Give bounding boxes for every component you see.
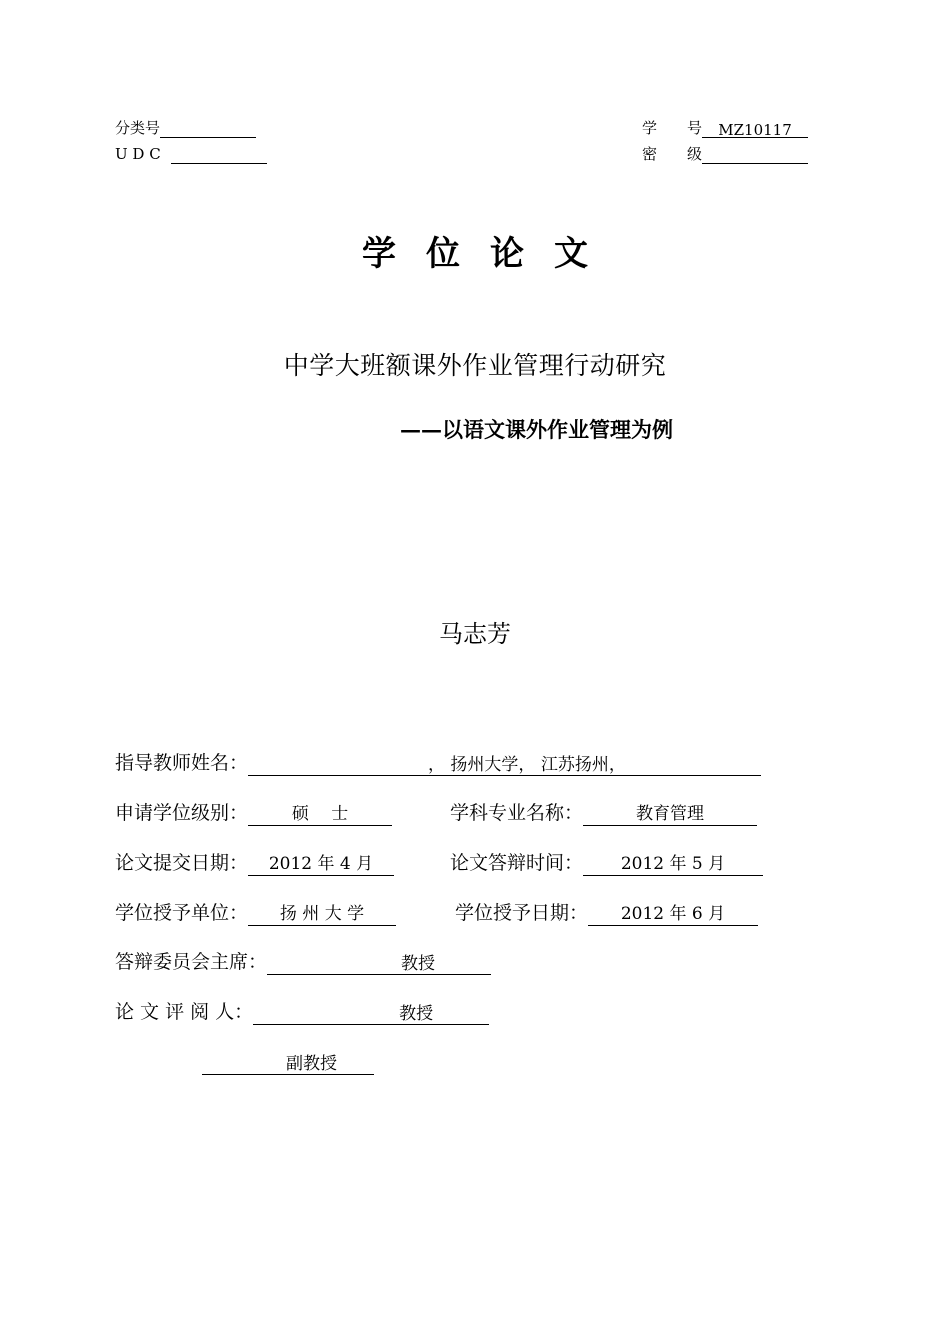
advisor-row — [115, 750, 761, 776]
thesis-subtitle: ——以语文课外作业管理为例 — [400, 417, 673, 442]
reviewer2-field: 副教授 — [202, 1051, 374, 1075]
grant-unit-field: 扬 州 大 学 — [248, 901, 396, 926]
submit-date-field: 2012 年 4 月 — [248, 851, 394, 876]
degree-level-field: 硕 士 — [248, 801, 392, 826]
document-type-title: 学位论文 — [362, 234, 618, 274]
author-name: 马志芳 — [439, 620, 511, 648]
reviewer1-field: 教授 — [253, 1001, 489, 1025]
secrecy-label: 密 级 — [642, 145, 703, 163]
student-id-row — [642, 118, 808, 138]
advisor-field: ， 扬州大学， 江苏扬州， — [248, 752, 761, 776]
reviewer2-row — [202, 1049, 374, 1075]
secrecy-row — [642, 144, 808, 164]
committee-chair-label: 答辩委员会主席： — [115, 951, 268, 973]
major-label: 学科专业名称： — [450, 802, 584, 824]
defense-date-field: 2012 年 5 月 — [583, 851, 763, 876]
grant-unit-label: 学位授予单位： — [115, 902, 249, 924]
udc-row — [115, 144, 267, 164]
grant-date-label: 学位授予日期： — [455, 902, 589, 924]
secrecy-field — [702, 146, 808, 164]
reviewers-label: 论 文 评 阅 人： — [115, 1001, 254, 1023]
grant-unit-row — [115, 900, 396, 926]
advisor-label: 指导教师姓名： — [115, 752, 249, 774]
grant-date-field: 2012 年 6 月 — [588, 901, 758, 926]
classification-label: 分类号 — [115, 119, 161, 137]
thesis-title: 中学大班额课外作业管理行动研究 — [283, 351, 667, 380]
degree-level-label: 申请学位级别： — [115, 802, 249, 824]
udc-field — [171, 146, 267, 164]
udc-label: U D C — [115, 145, 161, 163]
degree-level-row — [115, 800, 392, 826]
submit-date-label: 论文提交日期： — [115, 852, 249, 874]
student-id-label: 学 号 — [642, 119, 703, 137]
reviewers-row — [115, 999, 489, 1025]
committee-chair-field: 教授 — [267, 951, 491, 975]
defense-date-row — [450, 850, 763, 876]
submit-date-row — [115, 850, 394, 876]
committee-chair-row — [115, 949, 491, 975]
classification-row — [115, 118, 256, 138]
major-row — [450, 800, 757, 826]
classification-field — [160, 120, 256, 138]
defense-date-label: 论文答辩时间： — [450, 852, 584, 874]
student-id-field: MZ10117 — [702, 120, 808, 138]
grant-date-row — [455, 900, 758, 926]
major-field: 教育管理 — [583, 801, 757, 826]
